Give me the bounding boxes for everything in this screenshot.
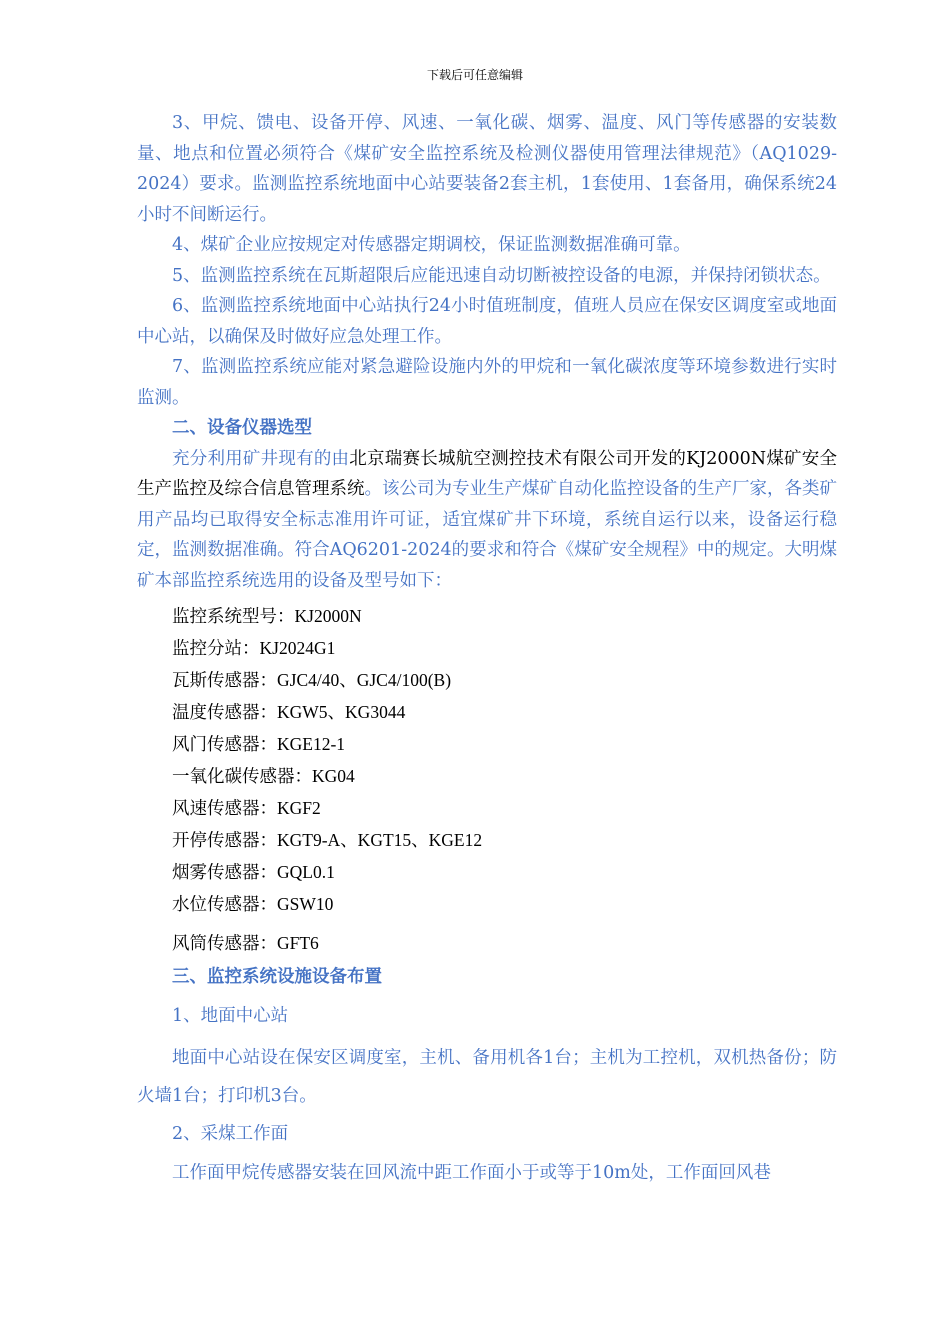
equipment-item: 一氧化碳传感器：KG04: [172, 766, 355, 786]
paragraph-3: 3、甲烷、馈电、设备开停、风速、一氧化碳、烟雾、温度、风门等传感器的安装数量、地点和位置必须符合《煤矿安全监控系统及检测仪器使用管理法律规范》（AQ1029-2024）要求。监测监控系统地面中心站要装备2套主机，1套使用、1套备用，确保系统24小时不间断运行。: [137, 113, 837, 225]
equipment-item: 风门传感器：KGE12-1: [172, 734, 346, 754]
equipment-item: 烟雾传感器：GQL0.1: [172, 862, 335, 882]
equipment-item: 瓦斯传感器：GJC4/40、GJC4/100(B): [172, 670, 452, 690]
subsection-text-1: 地面中心站设在保安区调度室，主机、备用机各1台；主机为工控机，双机热备份；防火墙1台；打印机3台。: [137, 1048, 837, 1106]
subsection-text-2: 工作面甲烷传感器安装在回风流中距工作面小于或等于10m处，工作面回风巷: [172, 1162, 771, 1183]
equipment-item: 监控分站：KJ2024G1: [172, 638, 336, 658]
equipment-item: 温度传感器：KGW5、KG3044: [172, 702, 406, 722]
paragraph-7: 7、监测监控系统应能对紧急避险设施内外的甲烷和一氧化碳浓度等环境参数进行实时监测。: [137, 357, 837, 408]
document-body: [137, 108, 837, 1188]
section-heading-2: 二、设备仪器选型: [172, 418, 312, 438]
equipment-item: 水位传感器：GSW10: [172, 894, 334, 914]
equipment-intro: [137, 444, 837, 597]
equipment-item: 风速传感器：KGF2: [172, 798, 321, 818]
paragraph-5: 5、监测监控系统在瓦斯超限后应能迅速自动切断被控设备的电源，并保持闭锁状态。: [172, 265, 831, 286]
intro-text-black: 北京瑞赛长城航空测控技术有限公司开发的KJ2000N煤矿安全生产监控及综合信息管理系统: [137, 448, 838, 499]
subsection-title-1: 1、地面中心站: [172, 1005, 289, 1026]
paragraph-6: 6、监测监控系统地面中心站执行24小时值班制度，值班人员应在保安区调度室或地面中心站，以确保及时做好应急处理工作。: [137, 296, 837, 347]
equipment-item: 风筒传感器：GFT6: [172, 933, 319, 953]
equipment-item: 监控系统型号：KJ2000N: [172, 606, 362, 626]
paragraph-4: 4、煤矿企业应按规定对传感器定期调校，保证监测数据准确可靠。: [172, 235, 691, 255]
intro-text-blue-2: 。该公司为专业生产煤矿自动化监控设备的生产厂家，各类矿用产品均已取得安全标志准用许可证，适宜煤矿井下环境，系统自运行以来，设备运行稳定，监测数据准确。符合AQ6201-2024的要求和符合《煤矿安全规程》中的规定。大明煤矿本部监控系统选用的设备及型号如下：: [137, 479, 837, 591]
equipment-item: 开停传感器：KGT9-A、KGT15、KGE12: [172, 830, 483, 850]
page-header: 下载后可任意编辑: [426, 68, 523, 82]
intro-text-blue-1: 充分利用矿井现有的由: [172, 448, 350, 469]
subsection-title-2: 2、采煤工作面: [172, 1124, 289, 1144]
section-heading-3: 三、监控系统设施设备布置: [172, 967, 382, 987]
